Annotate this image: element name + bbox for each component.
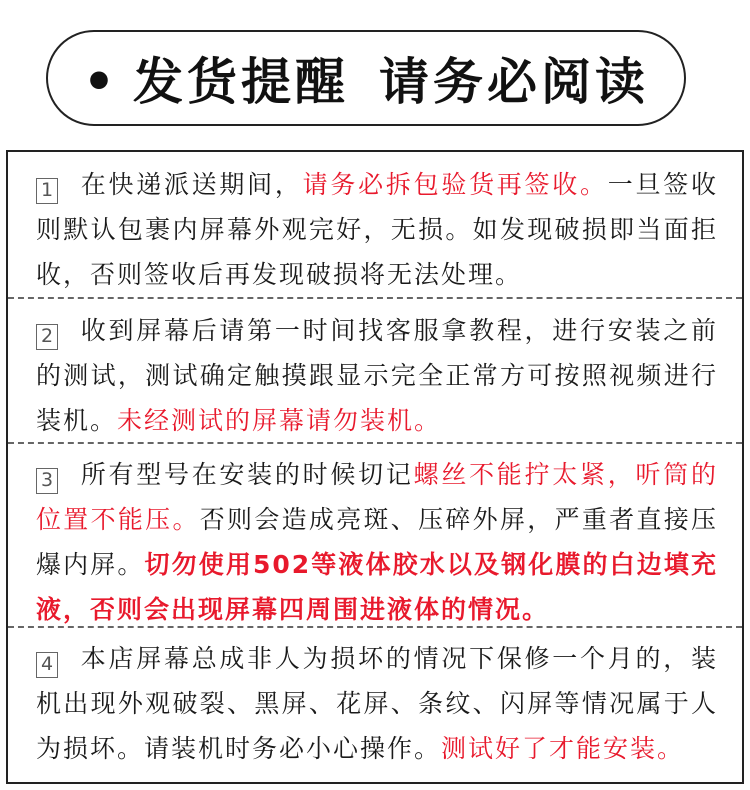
- section-1-text-a: 在快递派送期间，: [80, 170, 303, 199]
- section-4-text: [36, 636, 718, 771]
- divider-1: [8, 297, 742, 299]
- number-box-4: 4: [36, 652, 58, 678]
- section-1-text: [36, 162, 718, 297]
- divider-2: [8, 442, 742, 444]
- section-4-highlight: 测试好了才能安装。: [441, 734, 685, 763]
- section-3-text: [36, 452, 718, 632]
- title-right: 请务必阅读: [378, 53, 649, 111]
- title-banner: [46, 30, 686, 126]
- section-2-text-a: 收到屏幕后请第一时间找客服拿教程，进行安装之前的测试，测试确定触摸跟显示完全正常方可按照视频进行装机。: [36, 316, 718, 435]
- number-box-2: 2: [36, 324, 58, 350]
- section-3-highlight: 螺丝不能拧太紧，听筒的位置不能压。: [36, 460, 718, 534]
- notice-section-4: [8, 636, 742, 771]
- section-2-highlight: 未经测试的屏幕请勿装机。: [117, 406, 442, 435]
- section-2-text: [36, 308, 718, 443]
- title-left: 发货提醒: [132, 53, 349, 111]
- section-1-text-b: 一旦签收则默认包裹内屏幕外观完好，无损。如发现破损即当面拒收，否则签收后再发现破损将无法处理。: [36, 170, 718, 289]
- divider-3: [8, 626, 742, 628]
- notice-section-2: [8, 308, 742, 443]
- bullet-dot: •: [83, 53, 119, 111]
- page-title: [83, 42, 649, 114]
- notice-section-3: [8, 452, 742, 632]
- notice-box: [6, 150, 744, 784]
- section-3-warning: 切勿使用502等液体胶水以及钢化膜的白边填充液，否则会出现屏幕四周围进液体的情况。: [36, 550, 718, 624]
- number-box-3: 3: [36, 468, 58, 494]
- number-box-1: 1: [36, 178, 58, 204]
- notice-section-1: [8, 162, 742, 297]
- section-4-text-a: 本店屏幕总成非人为损坏的情况下保修一个月的，装机出现外观破裂、黑屏、花屏、条纹、闪屏等情况属于人为损坏。请装机时务必小心操作。: [36, 644, 718, 763]
- section-1-highlight: 请务必拆包验货再签收。: [302, 170, 608, 199]
- section-3-text-b: 否则会造成亮斑、压碎外屏，严重者直接压爆内屏。: [36, 505, 718, 579]
- section-3-text-a: 所有型号在安装的时候切记: [80, 460, 414, 489]
